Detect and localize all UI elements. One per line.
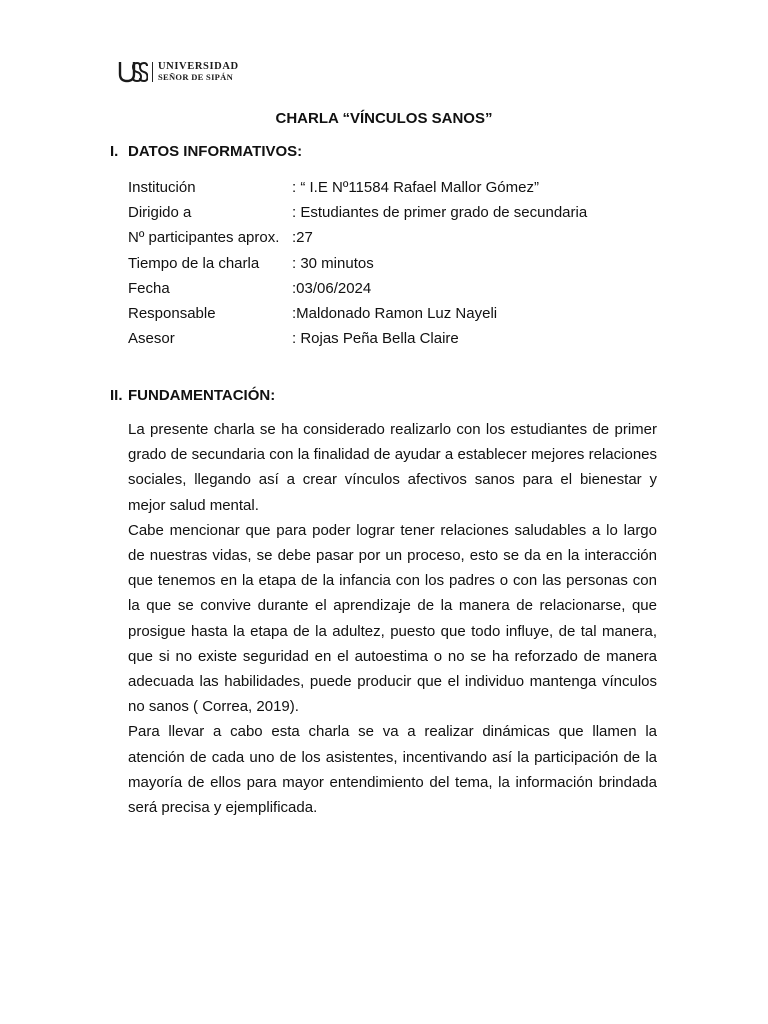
logo-wordmark	[158, 62, 239, 82]
info-row	[128, 276, 587, 301]
uss-logo-icon	[118, 59, 148, 85]
fundamentacion-body	[128, 417, 657, 820]
section-2-number: II.	[110, 387, 123, 404]
info-row	[128, 326, 587, 351]
logo-divider	[152, 62, 153, 82]
info-label: Nº participantes aprox.	[128, 229, 280, 247]
info-value: : “ I.E Nº11584 Rafael Mallor Gómez”	[292, 179, 539, 196]
university-logo	[118, 59, 239, 85]
info-label: Responsable	[128, 304, 216, 322]
info-label: Tiempo de la charla	[128, 254, 260, 272]
info-label: Dirigido a	[128, 204, 192, 222]
paragraph: Para llevar a cabo esta charla se va a realizar dinámicas que llamen la atención de cada uno de los asistentes, incentivando así la participación de la mayoría de ellos para mayor entendimiento del tema, la información brindada será precisa y ejemplificada.	[128, 723, 657, 817]
info-row	[128, 175, 587, 200]
info-table	[128, 175, 587, 351]
info-value: : Estudiantes de primer grado de secundaria	[292, 204, 588, 222]
info-row	[128, 301, 587, 326]
document-title: CHARLA “VÍNCULOS SANOS”	[275, 110, 493, 127]
section-2-title: FUNDAMENTACIÓN:	[128, 387, 276, 404]
info-row	[128, 200, 587, 225]
info-value: : Rojas Peña Bella Claire	[292, 330, 459, 348]
logo-line-2: SEÑOR DE SIPÁN	[158, 72, 234, 82]
info-label: Fecha	[128, 279, 170, 297]
logo-line-1: UNIVERSIDAD	[158, 61, 239, 72]
info-value: :Maldonado Ramon Luz Nayeli	[292, 304, 498, 322]
info-label: Asesor	[128, 330, 175, 348]
section-1-number: I.	[110, 143, 119, 160]
section-1-title: DATOS INFORMATIVOS:	[128, 143, 303, 160]
paragraph: La presente charla se ha considerado realizarlo con los estudiantes de primer grado de secundaria con la finalidad de ayudar a establecer mejores relaciones sociales, llegando así a crear vínculos afectivos sanos para el bienestar y mejor salud mental.	[128, 421, 657, 514]
info-row	[128, 251, 587, 276]
paragraph: Cabe mencionar que para poder lograr tener relaciones saludables a lo largo de nuestras vidas, se debe pasar por un proceso, esto se da en la interacción que tenemos en la etapa de la infancia con los padres o con las personas con la que se convive durante el aprendizaje de la manera de relacionarse, que prosigue hasta la etapa de la adultez, puesto que todo influye, de tal manera, que si no existe seguridad en el autoestima o no se ha reforzado de manera adecuada las habilidades, puede producir que el individuo mantenga vínculos no sanos ( Correa, 2019).	[128, 521, 657, 716]
info-row	[128, 225, 587, 250]
section-1-heading	[110, 143, 302, 160]
info-label: Institución	[128, 179, 196, 196]
info-value: : 30 minutos	[292, 254, 374, 272]
info-value: :27	[292, 229, 313, 247]
section-2-heading	[110, 387, 275, 404]
info-value: :03/06/2024	[292, 279, 372, 297]
